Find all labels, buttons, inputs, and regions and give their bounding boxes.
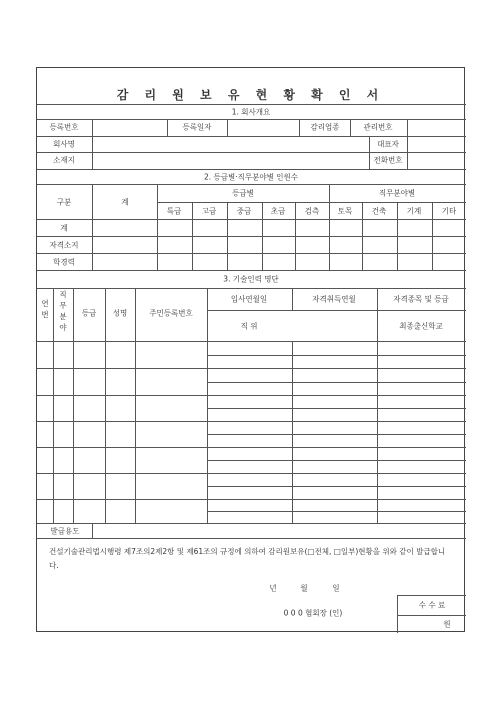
- rule: [295, 202, 296, 270]
- rule: [329, 184, 330, 270]
- grade-col: 검측: [304, 206, 320, 216]
- rule: [397, 595, 466, 596]
- rule: [362, 202, 363, 270]
- rule: [37, 184, 466, 185]
- rule: [377, 288, 378, 523]
- category-label: 구분: [56, 197, 72, 207]
- rule: [37, 136, 466, 137]
- cert-type-header: 자격종목 및 등급: [393, 294, 449, 304]
- rule: [397, 615, 466, 616]
- mgmt-no-label: 관리번호: [363, 122, 393, 132]
- rule: [192, 202, 193, 270]
- reg-no-label: 등록번호: [49, 122, 79, 132]
- form-title: 감 리 원 보 유 현 황 확 인 서: [116, 88, 385, 102]
- fee-label: 수 수 료: [418, 600, 446, 610]
- rule: [207, 382, 466, 383]
- grade-col: 특급: [166, 206, 182, 216]
- join-date-header: 입사연월일: [230, 294, 268, 304]
- grade-header: 등급: [81, 308, 97, 318]
- grade-col: 고급: [201, 206, 217, 216]
- row-label: 계: [60, 223, 68, 233]
- rule: [37, 219, 466, 220]
- section3-heading: 3. 기술인력 명단: [223, 274, 279, 284]
- field-col: 건축: [371, 206, 387, 216]
- rule: [37, 368, 466, 369]
- rule: [167, 119, 168, 136]
- rule: [37, 152, 466, 153]
- seq-header: 연 번: [41, 299, 49, 319]
- rule: [262, 202, 263, 270]
- rule: [157, 184, 158, 270]
- rule: [299, 119, 300, 136]
- rule: [37, 169, 466, 170]
- rule: [37, 104, 466, 105]
- position-header: 직 위: [240, 321, 258, 331]
- grade-col: 중급: [236, 206, 252, 216]
- rule: [37, 395, 466, 396]
- field-header: 직 무 분 야: [59, 290, 67, 332]
- business-label: 감리업종: [310, 122, 340, 132]
- cert-date-header: 자격취득연월: [312, 294, 356, 304]
- rule: [37, 538, 466, 539]
- issuer: 0 0 0 협회장 (인): [283, 608, 343, 618]
- rule: [432, 202, 433, 270]
- rule: [369, 136, 370, 169]
- row-label: 학경력: [53, 257, 75, 267]
- rule: [350, 119, 351, 136]
- rule: [207, 460, 466, 461]
- rule: [37, 421, 466, 422]
- purpose-label: 발급용도: [50, 526, 80, 536]
- day-label: 일: [332, 583, 340, 593]
- statement: 건설기술관리법시행령 제7조의2제2항 및 제61조의 규정에 의하여 감리원보유(□전체, □일부)현황을 위와 같이 발급합니다.: [49, 547, 446, 570]
- rule: [227, 202, 228, 270]
- month-label: 월: [300, 583, 308, 593]
- rule: [227, 119, 228, 136]
- year-label: 년: [269, 583, 277, 593]
- rule: [207, 355, 466, 356]
- field-col: 토목: [337, 206, 353, 216]
- id-header: 주민등록번호: [149, 308, 193, 318]
- field-header: 직무분야별: [378, 188, 416, 198]
- certificate-form: [36, 67, 465, 632]
- section2-heading: 2. 등급별·직무분야별 인원수: [203, 172, 299, 182]
- rule: [397, 595, 398, 633]
- rule: [37, 253, 466, 254]
- total-label: 계: [121, 197, 129, 207]
- name-header: 성명: [112, 308, 128, 318]
- rule: [37, 523, 466, 524]
- rule: [207, 288, 208, 523]
- row-label: 자격소지: [49, 240, 79, 250]
- rule: [135, 288, 136, 523]
- address-label: 소재지: [53, 155, 75, 165]
- rule: [37, 341, 466, 342]
- rule: [207, 434, 466, 435]
- rule: [73, 288, 74, 523]
- rule: [292, 288, 293, 310]
- rule: [37, 119, 466, 120]
- rule: [37, 236, 466, 237]
- rule: [292, 341, 293, 523]
- won-label: 원: [443, 619, 451, 629]
- grade-col: 초급: [270, 206, 286, 216]
- company-label: 회사명: [53, 139, 75, 149]
- rule: [207, 486, 466, 487]
- rule: [92, 523, 93, 538]
- rule: [37, 270, 466, 271]
- rule: [37, 288, 466, 289]
- rule: [37, 447, 466, 448]
- rule: [53, 288, 54, 523]
- field-col: 기타: [441, 206, 457, 216]
- phone-label: 전화번호: [373, 155, 403, 165]
- rule: [37, 473, 466, 474]
- rule: [105, 288, 106, 523]
- rule: [397, 202, 398, 270]
- rule: [407, 119, 408, 169]
- rule: [207, 511, 466, 512]
- field-col: 기계: [406, 206, 422, 216]
- grade-header: 등급별: [232, 188, 254, 198]
- rule: [92, 184, 93, 270]
- rule: [207, 408, 466, 409]
- rule: [207, 310, 466, 311]
- rule: [37, 499, 466, 500]
- ceo-label: 대표자: [377, 139, 399, 149]
- reg-date-label: 등록일자: [182, 122, 212, 132]
- rule: [157, 202, 466, 203]
- rule: [92, 119, 93, 169]
- section1-heading: 1. 회사개요: [231, 107, 271, 117]
- school-header: 최종출신학교: [399, 321, 443, 331]
